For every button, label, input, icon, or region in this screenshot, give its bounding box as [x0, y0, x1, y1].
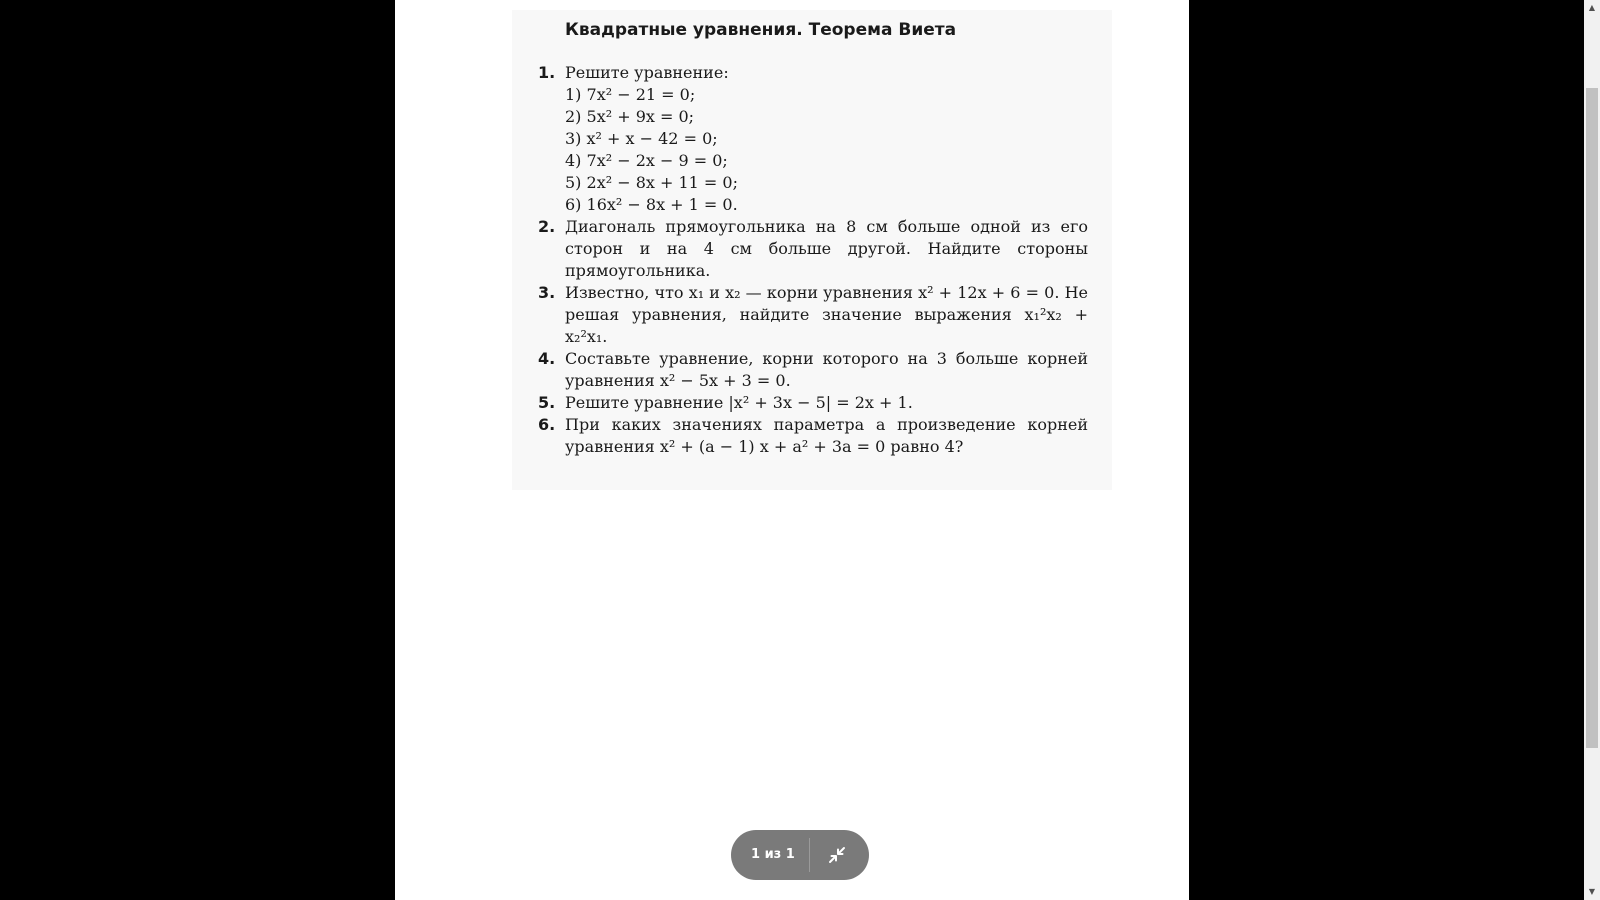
sub-items: [565, 84, 1088, 216]
sub-item: 1) 7x² − 21 = 0;: [565, 85, 696, 104]
problem-text: Составьте уравнение, корни которого на 3 больше корней уравнения x² − 5x + 3 = 0.: [565, 349, 1088, 390]
scroll-thumb[interactable]: [1586, 88, 1598, 748]
problem-list: [538, 62, 1088, 458]
problem-text: Решите уравнение |x² + 3x − 5| = 2x + 1.: [565, 393, 913, 412]
problem-number: 6.: [538, 415, 556, 434]
problem-2: [538, 216, 1088, 282]
problem-6: [538, 414, 1088, 458]
document-page: [395, 0, 1189, 900]
problem-number: 1.: [538, 63, 556, 82]
problem-5: [538, 392, 1088, 414]
sub-item: 3) x² + x − 42 = 0;: [565, 129, 718, 148]
document-title: Квадратные уравнения. Теорема Виета: [565, 20, 957, 40]
problem-number: 3.: [538, 283, 556, 302]
pager-divider: [809, 838, 810, 872]
page-counter: 1 из 1: [751, 847, 795, 862]
fit-to-page-button[interactable]: [817, 836, 857, 874]
problem-number: 5.: [538, 393, 556, 412]
problem-number: 4.: [538, 349, 556, 368]
problem-3: [538, 282, 1088, 348]
problem-text: Известно, что x₁ и x₂ — корни уравнения x² + 12x + 6 = 0. Не решая уравнения, найдите значение выражения x₁²x₂ + x₂²x₁.: [565, 283, 1088, 346]
vertical-scrollbar[interactable]: [1584, 0, 1600, 900]
problem-number: 2.: [538, 217, 556, 236]
page-navigation-pill: [731, 830, 869, 880]
scroll-down-arrow-icon[interactable]: ▼: [1588, 887, 1596, 896]
problem-text: Диагональ прямоугольника на 8 см больше одной из его сторон и на 4 см больше другой. Найдите стороны прямоугольника.: [565, 217, 1088, 280]
problem-4: [538, 348, 1088, 392]
sub-item: 2) 5x² + 9x = 0;: [565, 107, 695, 126]
problem-text: Решите уравнение:: [565, 63, 729, 82]
problem-text: При каких значениях параметра a произведение корней уравнения x² + (a − 1) x + a² + 3a = 0 равно 4?: [565, 415, 1088, 456]
problem-1: [538, 62, 1088, 216]
sub-item: 6) 16x² − 8x + 1 = 0.: [565, 195, 738, 214]
sub-item: 4) 7x² − 2x − 9 = 0;: [565, 151, 728, 170]
sub-item: 5) 2x² − 8x + 11 = 0;: [565, 173, 738, 192]
collapse-arrows-icon: [828, 846, 846, 864]
scroll-up-arrow-icon[interactable]: ▲: [1588, 3, 1596, 12]
